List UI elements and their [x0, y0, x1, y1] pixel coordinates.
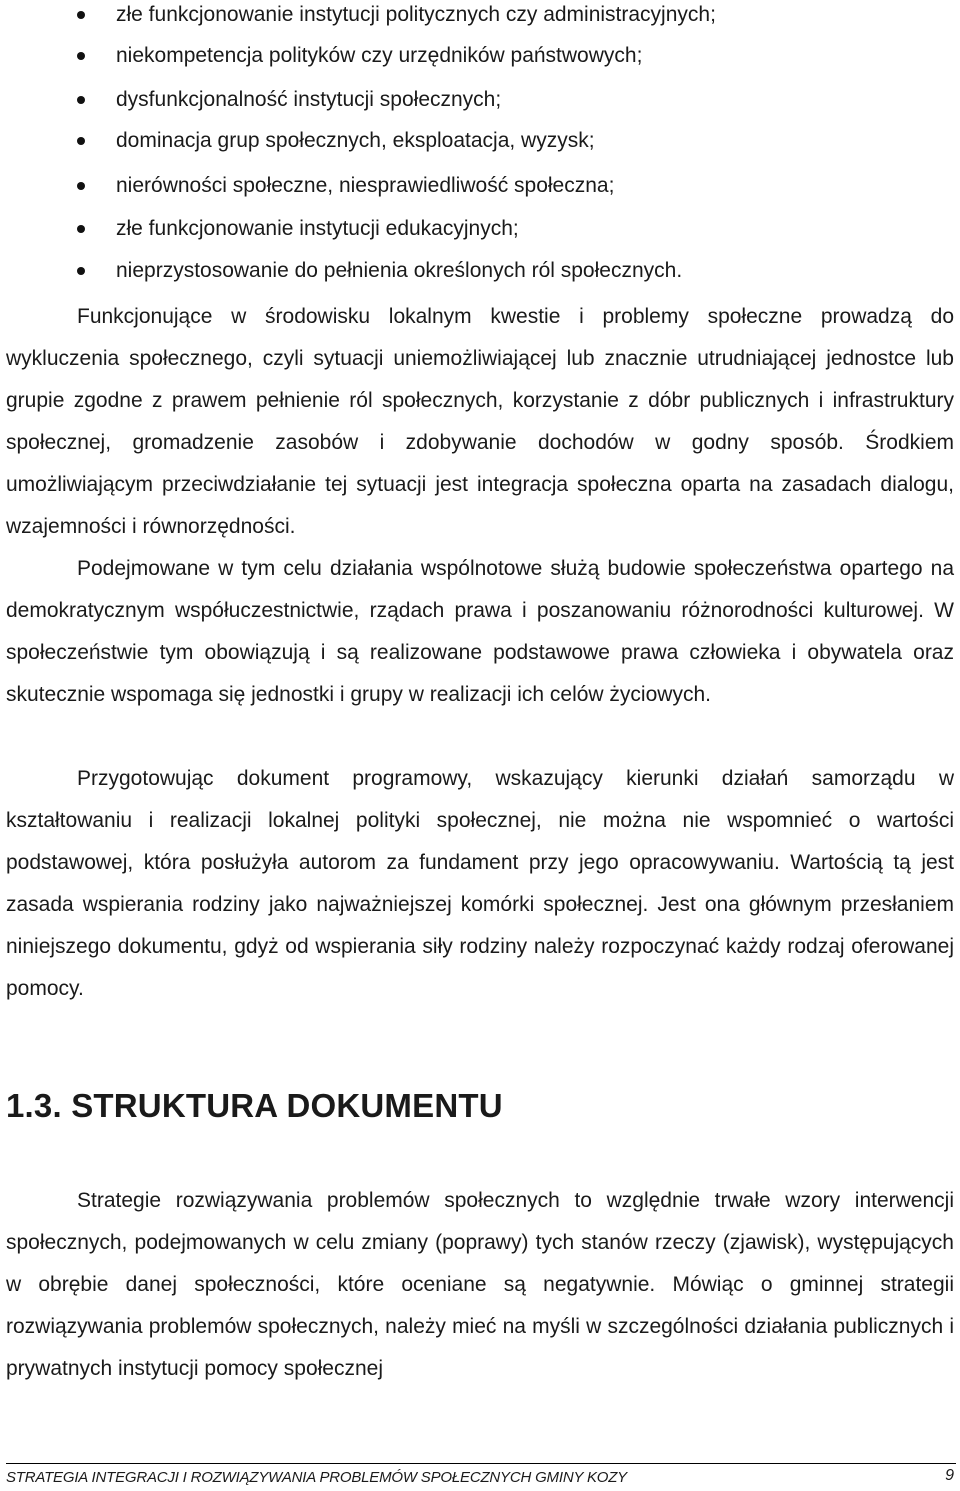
- list-item: [0, 0, 940, 30]
- list-item: [0, 41, 940, 71]
- bullet-icon: [77, 52, 85, 60]
- bullet-icon: [77, 182, 85, 190]
- list-item-text: złe funkcjonowanie instytucji politycznych czy administracyjnych;: [116, 3, 716, 26]
- list-item: [0, 171, 940, 201]
- bullet-icon: [77, 11, 85, 19]
- list-item-text: nieprzystosowanie do pełnienia określonych ról społecznych.: [116, 259, 683, 282]
- body-paragraph: Strategie rozwiązywania problemów społecznych to względnie trwałe wzory interwencji społecznych, podejmowanych w celu zmiany (poprawy) tych stanów rzeczy (zjawisk), występujących w obrębie danej społeczności, które oceniane są negatywnie. Mówiąc o gminnej strategii rozwiązywania problemów społecznych, należy mieć na myśli w szczególności działania publicznych i prywatnych instytucji pomocy społecznej: [6, 1189, 954, 1380]
- section-heading: 1.3. STRUKTURA DOKUMENTU: [6, 1087, 503, 1124]
- footer-document-title: STRATEGIA INTEGRACJI I ROZWIĄZYWANIA PROBLEMÓW SPOŁECZNYCH GMINY KOZY: [6, 1469, 627, 1486]
- body-paragraph: Przygotowując dokument programowy, wskazujący kierunki działań samorządu w kształtowaniu i realizacji lokalnej polityki społecznej, nie można nie wspomnieć o wartości podstawowej, która posłużyła autorom za fundament przy jego opracowywaniu. Wartością tą jest zasada wspierania rodziny jako najważniejszej komórki społecznej. Jest ona głównym przesłaniem niniejszego dokumentu, gdyż od wspierania siły rodziny należy rozpoczynać każdy rodzaj oferowanej pomocy.: [6, 767, 954, 1000]
- bullet-icon: [77, 96, 85, 104]
- list-item: [0, 256, 940, 286]
- list-item: [0, 126, 940, 156]
- list-item-text: dysfunkcjonalność instytucji społecznych;: [116, 88, 502, 111]
- list-item: [0, 214, 940, 244]
- bullet-icon: [77, 225, 85, 233]
- bullet-icon: [77, 137, 85, 145]
- body-paragraph: Funkcjonujące w środowisku lokalnym kwestie i problemy społeczne prowadzą do wykluczenia społecznego, czyli sytuacji uniemożliwiającej lub znacznie utrudniającej jednostce lub grupie zgodne z prawem pełnienie ról społecznych, korzystanie z dóbr publicznych i infrastruktury społecznej, gromadzenie zasobów i zdobywanie dochodów w godny sposób. Środkiem umożliwiającym przeciwdziałanie tej sytuacji jest integracja społeczna oparta na zasadach dialogu, wzajemności i równorzędności.: [6, 305, 954, 538]
- body-paragraph: Podejmowane w tym celu działania wspólnotowe służą budowie społeczeństwa opartego na demokratycznym współuczestnictwie, rządach prawa i poszanowaniu różnorodności kulturowej. W społeczeństwie tym obowiązują i są realizowane podstawowe prawa człowieka i obywatela oraz skutecznie wspomaga się jednostki i grupy w realizacji ich celów życiowych.: [6, 557, 954, 706]
- page-number: 9: [945, 1467, 954, 1484]
- list-item-text: złe funkcjonowanie instytucji edukacyjnych;: [116, 217, 519, 240]
- list-item: [0, 85, 940, 115]
- bullet-icon: [77, 267, 85, 275]
- list-item-text: dominacja grup społecznych, eksploatacja, wyzysk;: [116, 129, 595, 152]
- list-item-text: niekompetencja polityków czy urzędników państwowych;: [116, 44, 643, 67]
- list-item-text: nierówności społeczne, niesprawiedliwość społeczna;: [116, 174, 615, 197]
- footer-divider: [6, 1463, 956, 1464]
